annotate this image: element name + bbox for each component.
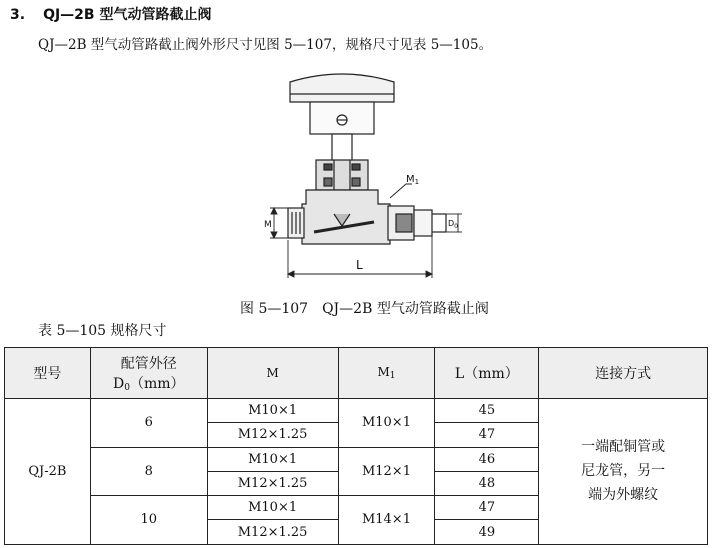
cell-m: M10×1 bbox=[207, 447, 338, 471]
cell-pipe-od: 10 bbox=[90, 496, 207, 545]
label-m: M bbox=[264, 220, 272, 230]
header-pipe-od-line2: $D_0(mm)$ bbox=[113, 376, 185, 393]
valve-drawing bbox=[262, 64, 470, 288]
label-l: L bbox=[356, 258, 363, 272]
spec-table bbox=[4, 347, 708, 545]
header-m: M bbox=[207, 348, 338, 399]
handwheel bbox=[290, 74, 394, 102]
header-m1: $M_1$ bbox=[338, 348, 435, 399]
cell-m: M12×1.25 bbox=[207, 520, 338, 544]
connection-line: 一端配铜管或 bbox=[581, 439, 666, 456]
cell-l: 47 bbox=[435, 496, 539, 520]
cell-l: 45 bbox=[435, 399, 539, 423]
cell-m1: M14×1 bbox=[338, 496, 435, 545]
connection-line: 端为外螺纹 bbox=[588, 487, 659, 504]
header-model: 型号 bbox=[5, 348, 91, 399]
cell-pipe-od: 6 bbox=[90, 399, 207, 448]
intro-paragraph: QJ—2B 型气动管路截止阀外形尺寸见图 5—107，规格尺寸见表 5—105。 bbox=[38, 37, 493, 53]
header-l: L（mm） bbox=[435, 348, 539, 399]
cell-m1: M10×1 bbox=[338, 399, 435, 448]
cell-model: QJ-2B bbox=[5, 399, 91, 545]
cell-l: 48 bbox=[435, 471, 539, 495]
label-m1: $M_1$ bbox=[406, 174, 420, 186]
table-header-row bbox=[5, 348, 708, 399]
header-connection: 连接方式 bbox=[539, 348, 708, 399]
section-title: QJ—2B 型气动管路截止阀 bbox=[43, 7, 212, 23]
cell-l: 46 bbox=[435, 447, 539, 471]
table-row bbox=[5, 399, 708, 423]
section-heading bbox=[10, 4, 211, 24]
figure-caption: 图 5—107 QJ—2B 型气动管路截止阀 bbox=[240, 301, 489, 317]
cell-m: M12×1.25 bbox=[207, 423, 338, 447]
cell-m: M12×1.25 bbox=[207, 471, 338, 495]
table-caption: 表 5—105 规格尺寸 bbox=[38, 323, 167, 339]
cell-l: 47 bbox=[435, 423, 539, 447]
cell-l: 49 bbox=[435, 520, 539, 544]
header-pipe-od-line1: 配管外径 bbox=[120, 356, 177, 372]
cell-m1: M12×1 bbox=[338, 447, 435, 496]
connection-line: 尼龙管，另一 bbox=[581, 463, 666, 480]
cell-connection bbox=[539, 399, 708, 545]
label-d0: $D_0$ bbox=[448, 219, 458, 230]
cell-m: M10×1 bbox=[207, 496, 338, 520]
cell-m: M10×1 bbox=[207, 399, 338, 423]
section-number: 3. bbox=[10, 7, 26, 23]
cell-pipe-od: 8 bbox=[90, 447, 207, 496]
header-pipe-od bbox=[90, 348, 207, 399]
